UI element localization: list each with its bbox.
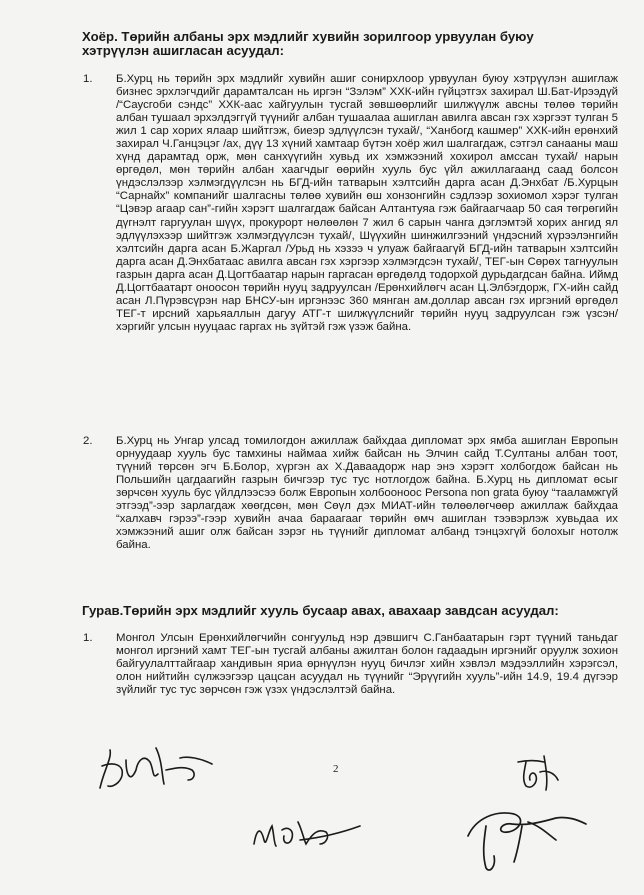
signature-top-right bbox=[514, 752, 564, 794]
list-item-number: 2. bbox=[83, 435, 93, 447]
signature-bottom-middle bbox=[248, 804, 368, 864]
list-item-text: Б.Хурц нь төрийн эрх мэдлийг хувийн ашиг сонирхлоор урвуулан буюу хэтрүүлэн ашиглаж бизнес эрхлэгчдийг дарамталсан нь иргэн “Зэлэм” ХХК-ийн гүйцэтгэх захирал Ш.Бат-Ирээдүй /“Саусгоби сэндс” ХХК-аас хайгуулын тусгай зөвшөөрлийг шилжүүлж авсны төлөө төрийн албан тушаал эрхэлдэггүй түүнийг албан тушаалаа ашиглан авилга авсан гэх хэргээт тулган 5 жил 1 сар хорих ялаар шийтгэж, биеэр эдлүүлсэн тухай/, “Ханбогд кашмер” ХХК-ийн ерөнхий захирал Ч.Ганцэцэг /ах, дүү 13 хүний хамтаар бүтэн хоёр жил шалгагдаж, сэтгэл санааны маш хүнд дарамтад орж, мөн санхүүгийн хувьд их хэмжээний хохирол амссан тухай/ нарын өргөдөл, мөн төрийн албан хаагчдыг өөрийн хууль бус үйл ажиллагаанд саад болсон үндэслэлээр хэлмэгдүүлсэн нь БГД-ийн татварын хэлтсийн дарга асан Д.Энхбат /Б.Хурцын “Сарнайх” компанийг шалгасны төлөө хувийн өш хонзонгийн сэдлээр зохиомол хэрэг тулган “Цэвэр агаар сан”-гийн хэрэгт шалгагдаж байсан Алтантуяа гэж байгаагчаар 50 сая төгрөгийн дүгнэлт гаргуулан шүүх, прокурорт нөлөөлөн 7 жил 6 сарын чанга дэглэмтэй хорих ангид ял эдлүүлэхээр шийтгэж хэлмэгдүүлсэн тухай/, Шүүхийн шинжилгээний үндэсний хүрээлэнгийн хэлтсийн дарга асан Б.Жаргал /Урьд нь хэзээ ч улуаж байгаагүй БГД-ийн татварын хэлтсийн дарга асан Д.Энхбатаас авилга авсан гэх хэргээр хэлмэгдсэн тухай/, ТЕГ-ын Сөрөх тагнуулын газрын дарга асан Д.Цогтбаатар нарын гаргасан өргөдөлд тодорхой дурьдагдсан байна. Иймд Д.Цогтбаатарт онооcон төрийн нууц задруулсан /Ерөнхийлөгч асан Ц.Элбэгдорж, ГХ-ийн сайд асан Л.Пүрэвсүрэн нар БНСУ-ын иргэнээс 360 мянган ам.доллар авсан гэх иргэний өргөдөл ТЕГ-т ирсний харьяаллын дагуу АТГ-т шилжүүлснийг төрийн нууц задруулсан гэж үзсэн/ хэргийг улсын нууцааc гаргах нь зүйтэй гэж үзэж байна. bbox=[116, 73, 618, 333]
list-item-number: 1. bbox=[83, 73, 93, 85]
section-heading-three: Гурав.Төрийн эрх мэдлийг хууль бусаар авах, авахаар завдсан асуудал: bbox=[82, 603, 559, 618]
signature-bottom-right bbox=[456, 796, 596, 876]
list-item-text: Монгол Улсын Ерөнхийлөгчийн сонгуульд нэр дэвшигч С.Ганбаатарын гэрт түүний таньдаг монгол иргэний хамт ТЕГ-ын тусгай албаны ажилтан болон гадаадын иргэнийг оруулж зохион байгуулалттайгаар хандивын яриа өрнүүлэн нууц бичлэг хийн хэвлэл мэдээллийн хэрэгсэл, олон нийтийн сүлжээгээр цацсан асуудал нь түүнийг “Эрүүгийн хууль”-ийн 14.9, 19.4 дүгээр зүйлийг тус тус зөрчсөн гэж үзэх үндэслэлтэй байна. bbox=[116, 632, 618, 697]
signature-top-left bbox=[92, 740, 222, 800]
section-heading-two: Хоёр. Төрийн албаны эрх мэдлийг хувийн зорилгоор урвуулан буюу хэтрүүлэн ашигласан асуудал: bbox=[82, 29, 534, 58]
list-item-text: Б.Хурц нь Унгар улсад томилогдон ажиллаж байхдаа дипломат эрх ямба ашиглан Европын орнуудаар хууль бус тамхины наймаа хийж байсан нь Элчин сайд Т.Султаны албан тоот, түүний төрсөн эгч Б.Болор, хүргэн ах Х.Даваадорж нар энэ хэрэгт холбогдож байсан нь Польшийн цагдаагийн газрын бичгээр тус тус нотлогдож байна. Б.Хурц нь дипломат өсыг зөрчсөн хууль бус үйлдлээсээ болж Европын холбооноос Persona non grata буюу “тааламжгүй этгээд”-ээр зарлагдаж хөөгдсөн, мөн Сөүл дэх МИАТ-ийн төлөөлөгчөөр ажиллаж байхдаа “халхавч гэрээ”-гээр хувийн ачаа бараагааг төрийн өмч ашиглан тээвэрлэж хувьдаа их хэмжээний ашиг олж байсан зэрэг нь түүнийг дипломат албанд тэнцэхгүй болохыг нотолж байна. bbox=[116, 435, 618, 552]
list-item bbox=[83, 73, 618, 334]
list-item bbox=[83, 435, 618, 552]
page-number: 2 bbox=[333, 763, 339, 775]
list-item bbox=[83, 632, 618, 697]
list-item-number: 1. bbox=[83, 632, 93, 644]
